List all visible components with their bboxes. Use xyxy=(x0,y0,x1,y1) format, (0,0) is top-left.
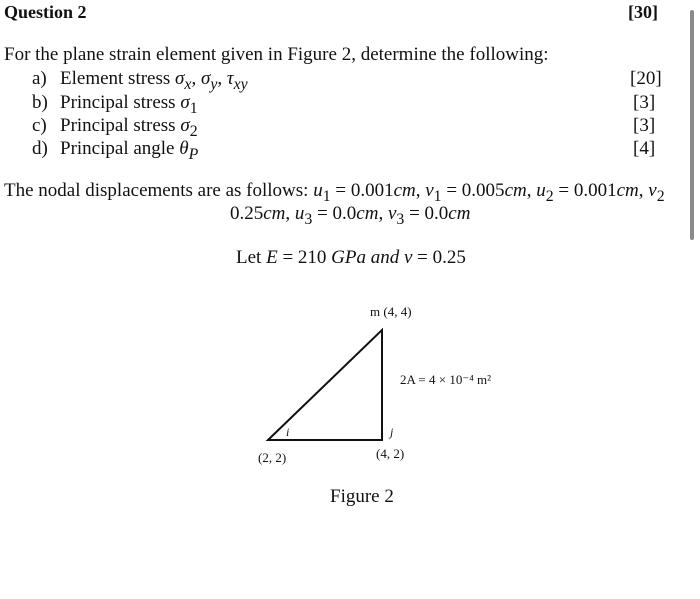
node-i-coords: (2, 2) xyxy=(258,450,287,465)
item-b xyxy=(32,92,198,118)
item-a-math: $\sigma_x$, $\sigma_y$, $\tau_{xy}$ xyxy=(175,68,248,93)
item-a-label: a) xyxy=(32,68,47,89)
item-a xyxy=(32,68,248,94)
item-b-label: b) xyxy=(32,92,48,113)
triangle-element-figure xyxy=(240,290,540,480)
scrollbar-thumb[interactable] xyxy=(690,10,694,240)
question-title: Question 2 xyxy=(4,2,87,22)
triangle-element xyxy=(268,330,382,440)
area-label: 2A = 4 × 10⁻⁴ m² xyxy=(400,372,491,387)
total-marks: [30] xyxy=(628,2,658,22)
item-a-marks: [20] xyxy=(630,68,662,89)
item-d-marks: [4] xyxy=(633,138,656,159)
nodal-displacements-line2: 0.25cm, $u_3 = 0.0cm$, $v_3 = 0.0cm$ xyxy=(230,203,471,228)
item-d-math: $\theta_P$ xyxy=(179,138,199,163)
item-c-math: $\sigma_2$ xyxy=(180,115,198,140)
item-b-marks: [3] xyxy=(633,92,656,113)
nodal-prefix: The nodal displacements are as follows: xyxy=(4,180,314,201)
item-c-text: Principal stress xyxy=(60,115,181,136)
material-constants: Let E = 210 GPa and v = 0.25 xyxy=(236,247,466,268)
item-b-math: $\sigma_1$ xyxy=(180,92,198,117)
item-b-text: Principal stress xyxy=(60,92,181,113)
item-c-marks: [3] xyxy=(633,115,656,136)
nodal-displacements-line1 xyxy=(4,180,665,206)
item-a-text: Element stress xyxy=(60,68,176,89)
item-d-label: d) xyxy=(32,138,48,159)
item-d-text: Principal angle xyxy=(60,138,180,159)
nodal-values-1: $u_1 = 0.001cm$, $v_1 = 0.005cm$, $u_2 = 0.001cm$, $v_2$ xyxy=(313,180,665,205)
node-j-coords: (4, 2) xyxy=(376,446,405,461)
node-i-letter: i xyxy=(286,425,290,439)
node-m-label: m (4, 4) xyxy=(370,304,412,319)
question-intro: For the plane strain element given in Figure 2, determine the following: xyxy=(4,44,549,65)
figure-caption: Figure 2 xyxy=(330,486,394,507)
item-c xyxy=(32,115,198,141)
item-c-label: c) xyxy=(32,115,47,136)
node-j-letter: j xyxy=(390,425,394,439)
item-d xyxy=(32,138,198,164)
